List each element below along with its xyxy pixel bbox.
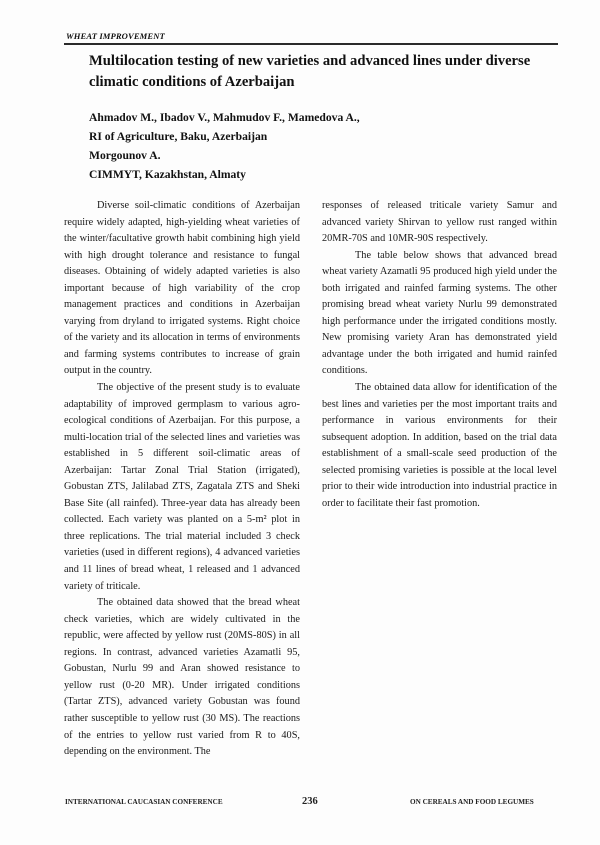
paragraph: The table below shows that advanced bread wheat variety Azamatli 95 produced high yield under the both irrigated and rainfed farming systems. The other promising bread wheat variety Nurlu 99 demonstrated high performance under the irrigated conditions mostly. New promising variety Aran has demonstrated yield advantage under the both irrigated and humid rainfed conditions.: [322, 249, 557, 377]
right-column: [322, 198, 557, 512]
article-title: Multilocation testing of new varieties and advanced lines under diverse climatic conditions of Azerbaijan: [89, 53, 531, 90]
author-block: [89, 108, 360, 184]
author-affiliation: RI of Agriculture, Baku, Azerbaijan: [89, 130, 268, 143]
author-names: Morgounov A.: [89, 149, 161, 162]
header-rule: [64, 43, 558, 45]
author-affiliation: CIMMYT, Kazakhstan, Almaty: [89, 168, 246, 181]
author-names: Ahmadov M., Ibadov V., Mahmudov F., Mamedova A.,: [89, 111, 360, 124]
paragraph: The obtained data showed that the bread wheat check varieties, which are widely cultivated in the republic, were affected by yellow rust (20MS-80S) in all regions. In contrast, advanced varieties Azamatli 95, Gobustan, Nurlu 99 and Aran showed resistance to yellow rust (0-20 MR). Under irrigated conditions (Tartar ZTS), advanced variety Gobustan was found rather susceptible to yellow rust (30 MS). The reactions of the entries to yellow rust varied from R to 40S, depending on the environment. The: [64, 597, 300, 758]
paragraph: Diverse soil-climatic conditions of Azerbaijan require widely adapted, high-yielding wheat varieties of the winter/facultative growth habit combining high yield with high drought tolerance and resistance to fungal diseases. Obtaining of widely adapted varieties is also important because of high variability of the crop management practices and conditions in Azerbaijan varying from dryland to irrigated systems. Right choice of the variety and its allocation in terms of environments and farming systems contributes to increase of grain output in the country.: [64, 200, 300, 377]
section-label: WHEAT IMPROVEMENT: [66, 31, 165, 41]
paragraph-continuation: responses of released triticale variety Samur and advanced variety Shirvan to yellow rust ranged within 20MR-70S and 10MR-90S respectively.: [322, 200, 557, 245]
paragraph: The objective of the present study is to evaluate adaptability of improved germplasm to various agro-ecological conditions of Azerbaijan. For this purpose, a multi-location trial of the selected lines and varieties was established in 5 different soil-climatic areas of Azerbaijan: Tartar Zonal Trial Station (irrigated), Gobustan ZTS, Jalilabad ZTS, Zagatala ZTS and Sheki Base Site (all rainfed). Three-year data has already been collected. Each variety was planted on a 5-m² plot in three replications. The trial material included 3 check varieties (used in different regions), 4 advanced varieties and 11 lines of bread wheat, 1 released and 1 advanced variety of triticale.: [64, 382, 300, 592]
footer-conference-topic: ON CEREALS AND FOOD LEGUMES: [410, 798, 534, 806]
footer-conference-name: INTERNATIONAL CAUCASIAN CONFERENCE: [65, 798, 223, 806]
paragraph: The obtained data allow for identification of the best lines and varieties per the most important traits and performance in various environments for their subsequent adoption. In addition, based on the trial data establishment of a small-scale seed production of the selected promising varieties is possible at the local level prior to their wide introduction into industrial practice in order to facilitate their fast promotion.: [322, 382, 557, 509]
page-number: 236: [302, 796, 318, 807]
left-column: [64, 198, 300, 761]
